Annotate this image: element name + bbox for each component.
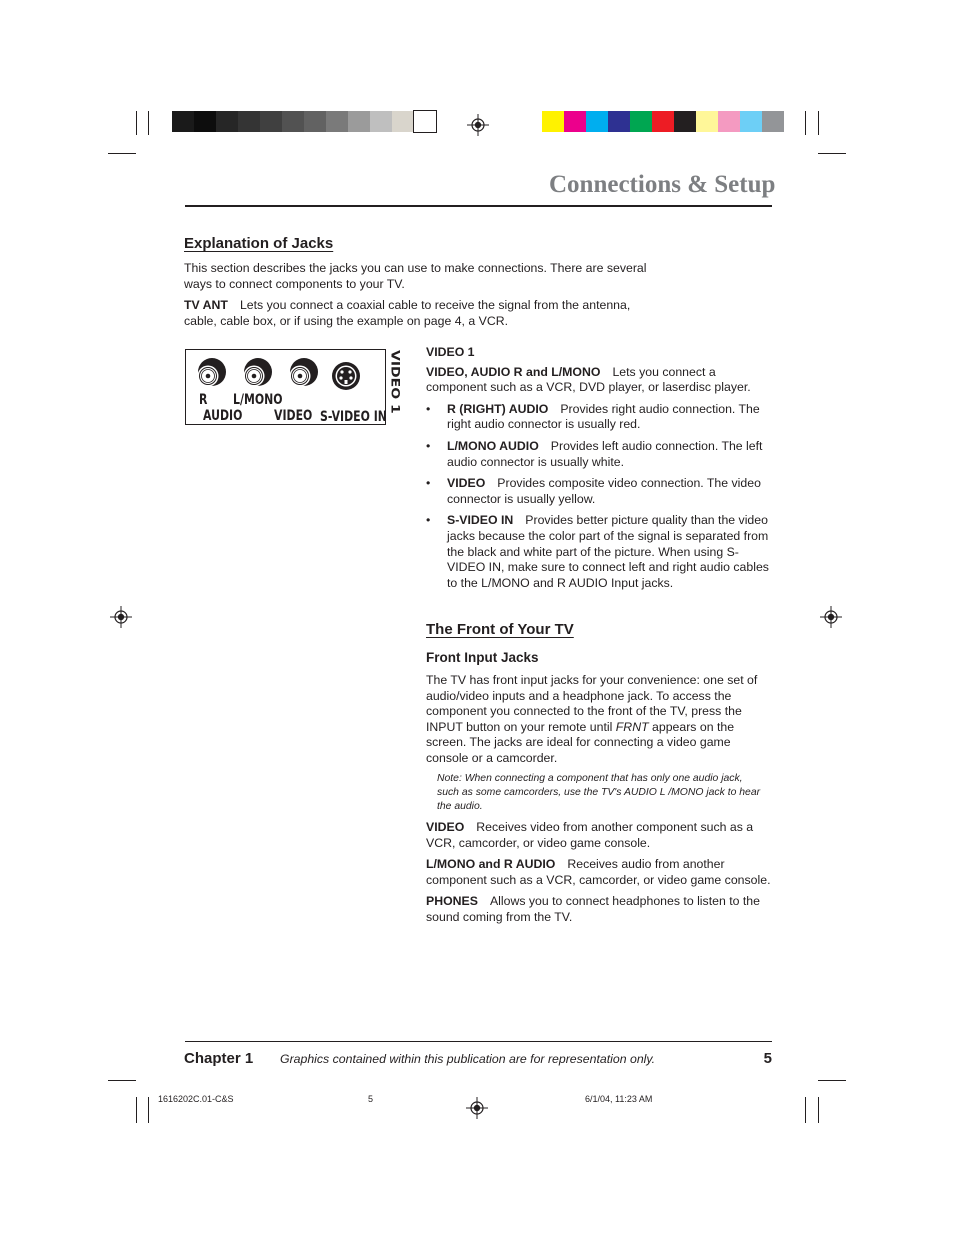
list-item: [426, 439, 772, 470]
calibration-swatch: [762, 111, 784, 132]
footer-disclaimer: Graphics contained within this publication are for representation only.: [280, 1052, 656, 1066]
header-rule: [185, 205, 772, 207]
calibration-swatch: [740, 111, 762, 132]
slug-filename: 1616202C.01-C&S: [158, 1094, 234, 1104]
registration-mark-icon: [110, 606, 132, 628]
calibration-swatch: [172, 111, 194, 132]
footer-rule: [185, 1041, 772, 1042]
r-audio-jack-icon: [195, 356, 229, 392]
explanation-intro: This section describes the jacks you can use to make connections. There are several ways to connect components to your TV.: [184, 261, 647, 291]
calibration-swatch: [414, 111, 436, 132]
l-mono-label: L/MONO: [233, 392, 283, 408]
calibration-swatch: [718, 111, 740, 132]
front-subheading: Front Input Jacks: [426, 650, 539, 665]
calibration-swatch: [304, 111, 326, 132]
video1-jack-list: [426, 402, 772, 592]
video1-lead: [426, 365, 772, 396]
audio-label: AUDIO: [203, 408, 243, 424]
calibration-swatch: [586, 111, 608, 132]
bullet-text: Provides better picture quality than the video jacks because the color part of the signal is separated from the black and white part of the picture. When using S-VIDEO IN, make sure to connect left and right audio cables to the L/MONO and R AUDIO Input jacks.: [447, 513, 769, 590]
calibration-swatch: [326, 111, 348, 132]
bullet-term: S-VIDEO IN: [447, 513, 514, 528]
video1-section: [426, 345, 772, 597]
front-note: Note: When connecting a component that has only one audio jack, such as some camcorders, use the TV's AUDIO L /MONO jack to hear the audio.: [437, 773, 761, 812]
bullet-text: Provides composite video connection. The video connector is usually yellow.: [447, 476, 761, 506]
calibration-swatch: [564, 111, 586, 132]
video-jack-icon: [287, 356, 321, 392]
calibration-swatch: [260, 111, 282, 132]
frnt-display-text: FRNT: [615, 719, 649, 734]
tv-ant-text: Lets you connect a coaxial cable to receive the signal from the antenna, cable, cable box, or if using the example on page 4, a VCR.: [184, 298, 631, 328]
list-item: [426, 476, 772, 507]
item-text: Allows you to connect headphones to listen to the sound coming from the TV.: [426, 894, 760, 924]
registration-mark-icon: [467, 114, 489, 136]
item-term: PHONES: [426, 894, 478, 909]
video1-side-label: VIDEO 1: [388, 350, 401, 414]
item-term: L/MONO and R AUDIO: [426, 857, 556, 872]
s-video-in-label: S-VIDEO IN: [320, 409, 387, 425]
section-header-title: Connections & Setup: [549, 171, 776, 198]
calibration-swatch: [608, 111, 630, 132]
bullet-term: L/MONO AUDIO: [447, 438, 539, 453]
bullet-text: Provides left audio connection. The left audio connector is usually white.: [447, 438, 763, 469]
list-item: [426, 894, 772, 925]
bullet-term: R (RIGHT) AUDIO: [447, 401, 549, 416]
front-paragraph-text-end: appears on the screen. The jacks are ideal for connecting a video game console or a camcorder.: [426, 719, 735, 765]
r-label: R: [199, 392, 208, 408]
calibration-swatch: [194, 111, 216, 132]
video1-lead-text: Lets you connect a component such as a VCR, DVD player, or laserdisc player.: [426, 364, 751, 395]
calibration-swatch: [542, 111, 564, 132]
registration-mark-icon: [820, 606, 842, 628]
calibration-swatch: [392, 111, 414, 132]
registration-mark-icon: [466, 1097, 488, 1119]
list-item: [426, 820, 772, 851]
video1-jack-panel: [185, 349, 401, 425]
video1-title: VIDEO 1: [426, 345, 475, 359]
bullet-term: VIDEO: [447, 476, 486, 491]
calibration-swatch: [216, 111, 238, 132]
l-mono-audio-jack-icon: [241, 356, 275, 392]
tv-ant-term: TV ANT: [184, 298, 228, 312]
bullet-text: Provides right audio connection. The right audio connector is usually red.: [447, 401, 760, 432]
front-heading: The Front of Your TV: [426, 621, 574, 638]
calibration-swatch: [370, 111, 392, 132]
list-item: [426, 513, 772, 591]
tv-ant-description: [184, 298, 654, 329]
list-item: [426, 857, 772, 888]
calibration-swatch: [652, 111, 674, 132]
front-paragraph-text: The TV has front input jacks for your convenience: one set of audio/video inputs and a headphone jack. To access the component you connected to the front of the TV, press the INPUT button on your remote until: [426, 673, 758, 734]
item-term: VIDEO: [426, 820, 465, 834]
front-jack-list: [426, 820, 772, 932]
calibration-swatch: [348, 111, 370, 132]
calibration-swatch: [238, 111, 260, 132]
video1-lead-term: VIDEO, AUDIO R and L/MONO: [426, 364, 601, 379]
explanation-heading: Explanation of Jacks: [184, 235, 334, 252]
page-number: 5: [763, 1050, 772, 1067]
s-video-jack-icon: [331, 361, 361, 391]
front-paragraph: [426, 673, 772, 767]
item-text: Receives audio from another component such as a VCR, camcorder, or video game console.: [426, 857, 771, 887]
video-label: VIDEO: [274, 408, 313, 424]
slug-page: 5: [368, 1094, 374, 1104]
calibration-swatch: [696, 111, 718, 132]
list-item: [426, 402, 772, 433]
chapter-label: Chapter 1: [184, 1050, 254, 1067]
item-text: Receives video from another component such as a VCR, camcorder, or video game console.: [426, 820, 754, 850]
calibration-swatch: [674, 111, 696, 132]
calibration-swatch: [282, 111, 304, 132]
calibration-swatch: [630, 111, 652, 132]
slug-datetime: 6/1/04, 11:23 AM: [585, 1094, 653, 1104]
